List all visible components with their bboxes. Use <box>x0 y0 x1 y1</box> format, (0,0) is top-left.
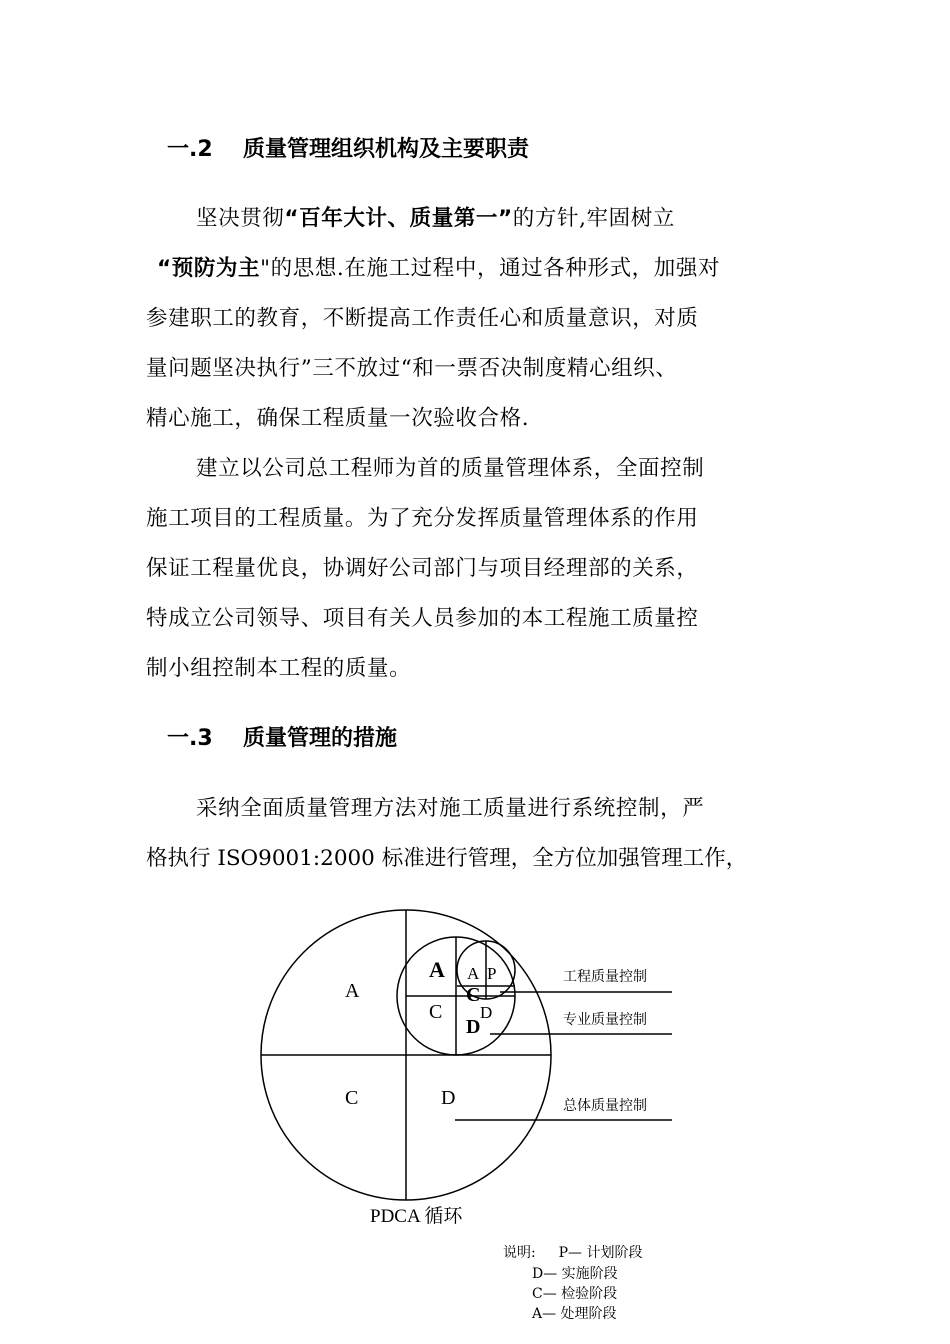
small-label-a: A <box>467 964 480 983</box>
diagram-caption: PDCA 循环 <box>370 1206 463 1227</box>
mid-label-d: D <box>466 1016 481 1038</box>
text-span: 坚决贯彻 <box>196 206 285 231</box>
paragraph-line: 参建职工的教育，不断提高工作责任心和质量意识，对质 <box>146 306 699 331</box>
label-project-quality: 工程质量控制 <box>563 970 647 985</box>
emphasis-text: “百年大计、质量第一” <box>284 206 513 231</box>
mid-label-a: A <box>429 957 445 982</box>
section-number: 一.3 <box>167 726 213 751</box>
mid-label-c: C <box>429 1001 443 1023</box>
text-span: "的思想.在施工过程中，通过各种形式，加强对 <box>260 256 721 281</box>
legend-item-d: D— 实施阶段 <box>532 1266 618 1282</box>
paragraph-line: 格执行 ISO9001:2000 标准进行管理，全方位加强管理工作， <box>146 846 748 871</box>
big-label-d: D <box>441 1087 456 1109</box>
big-label-c: C <box>345 1087 359 1109</box>
text-span: 的方针,牢固树立 <box>512 206 675 231</box>
legend-item-c: C— 检验阶段 <box>532 1286 618 1302</box>
section-title: 质量管理的措施 <box>243 726 398 751</box>
small-label-p: P <box>487 964 497 983</box>
paragraph-line: 建立以公司总工程师为首的质量管理体系，全面控制 <box>196 456 705 481</box>
big-label-a: A <box>345 980 360 1002</box>
paragraph-line: 精心施工，确保工程质量一次验收合格. <box>146 406 530 431</box>
paragraph-line: 特成立公司领导、项目有关人员参加的本工程施工质量控 <box>146 606 699 631</box>
legend-item-a: A— 处理阶段 <box>532 1306 617 1322</box>
section-number: 一.2 <box>167 137 213 162</box>
paragraph-line: 保证工程量优良，协调好公司部门与项目经理部的关系， <box>146 556 699 581</box>
paragraph-line: 制小组控制本工程的质量。 <box>146 656 412 681</box>
paragraph-line: 量问题坚决执行”三不放过“和一票否决制度精心组织、 <box>146 356 678 381</box>
small-label-c: C <box>466 984 481 1006</box>
legend-item-p: P— 计划阶段 <box>558 1245 643 1261</box>
paragraph-line: 施工项目的工程质量。为了充分发挥质量管理体系的作用 <box>146 506 699 531</box>
section-title: 质量管理组织机构及主要职责 <box>243 137 530 162</box>
legend-intro <box>503 1243 643 1263</box>
paragraph-line: 采纳全面质量管理方法对施工质量进行系统控制，严 <box>196 796 705 821</box>
legend-intro-text: 说明: <box>503 1245 536 1261</box>
small-label-d: D <box>480 1003 493 1022</box>
label-specialty-quality: 专业质量控制 <box>563 1013 647 1028</box>
label-overall-quality: 总体质量控制 <box>563 1099 647 1114</box>
emphasis-text: “预防为主 <box>157 256 261 281</box>
